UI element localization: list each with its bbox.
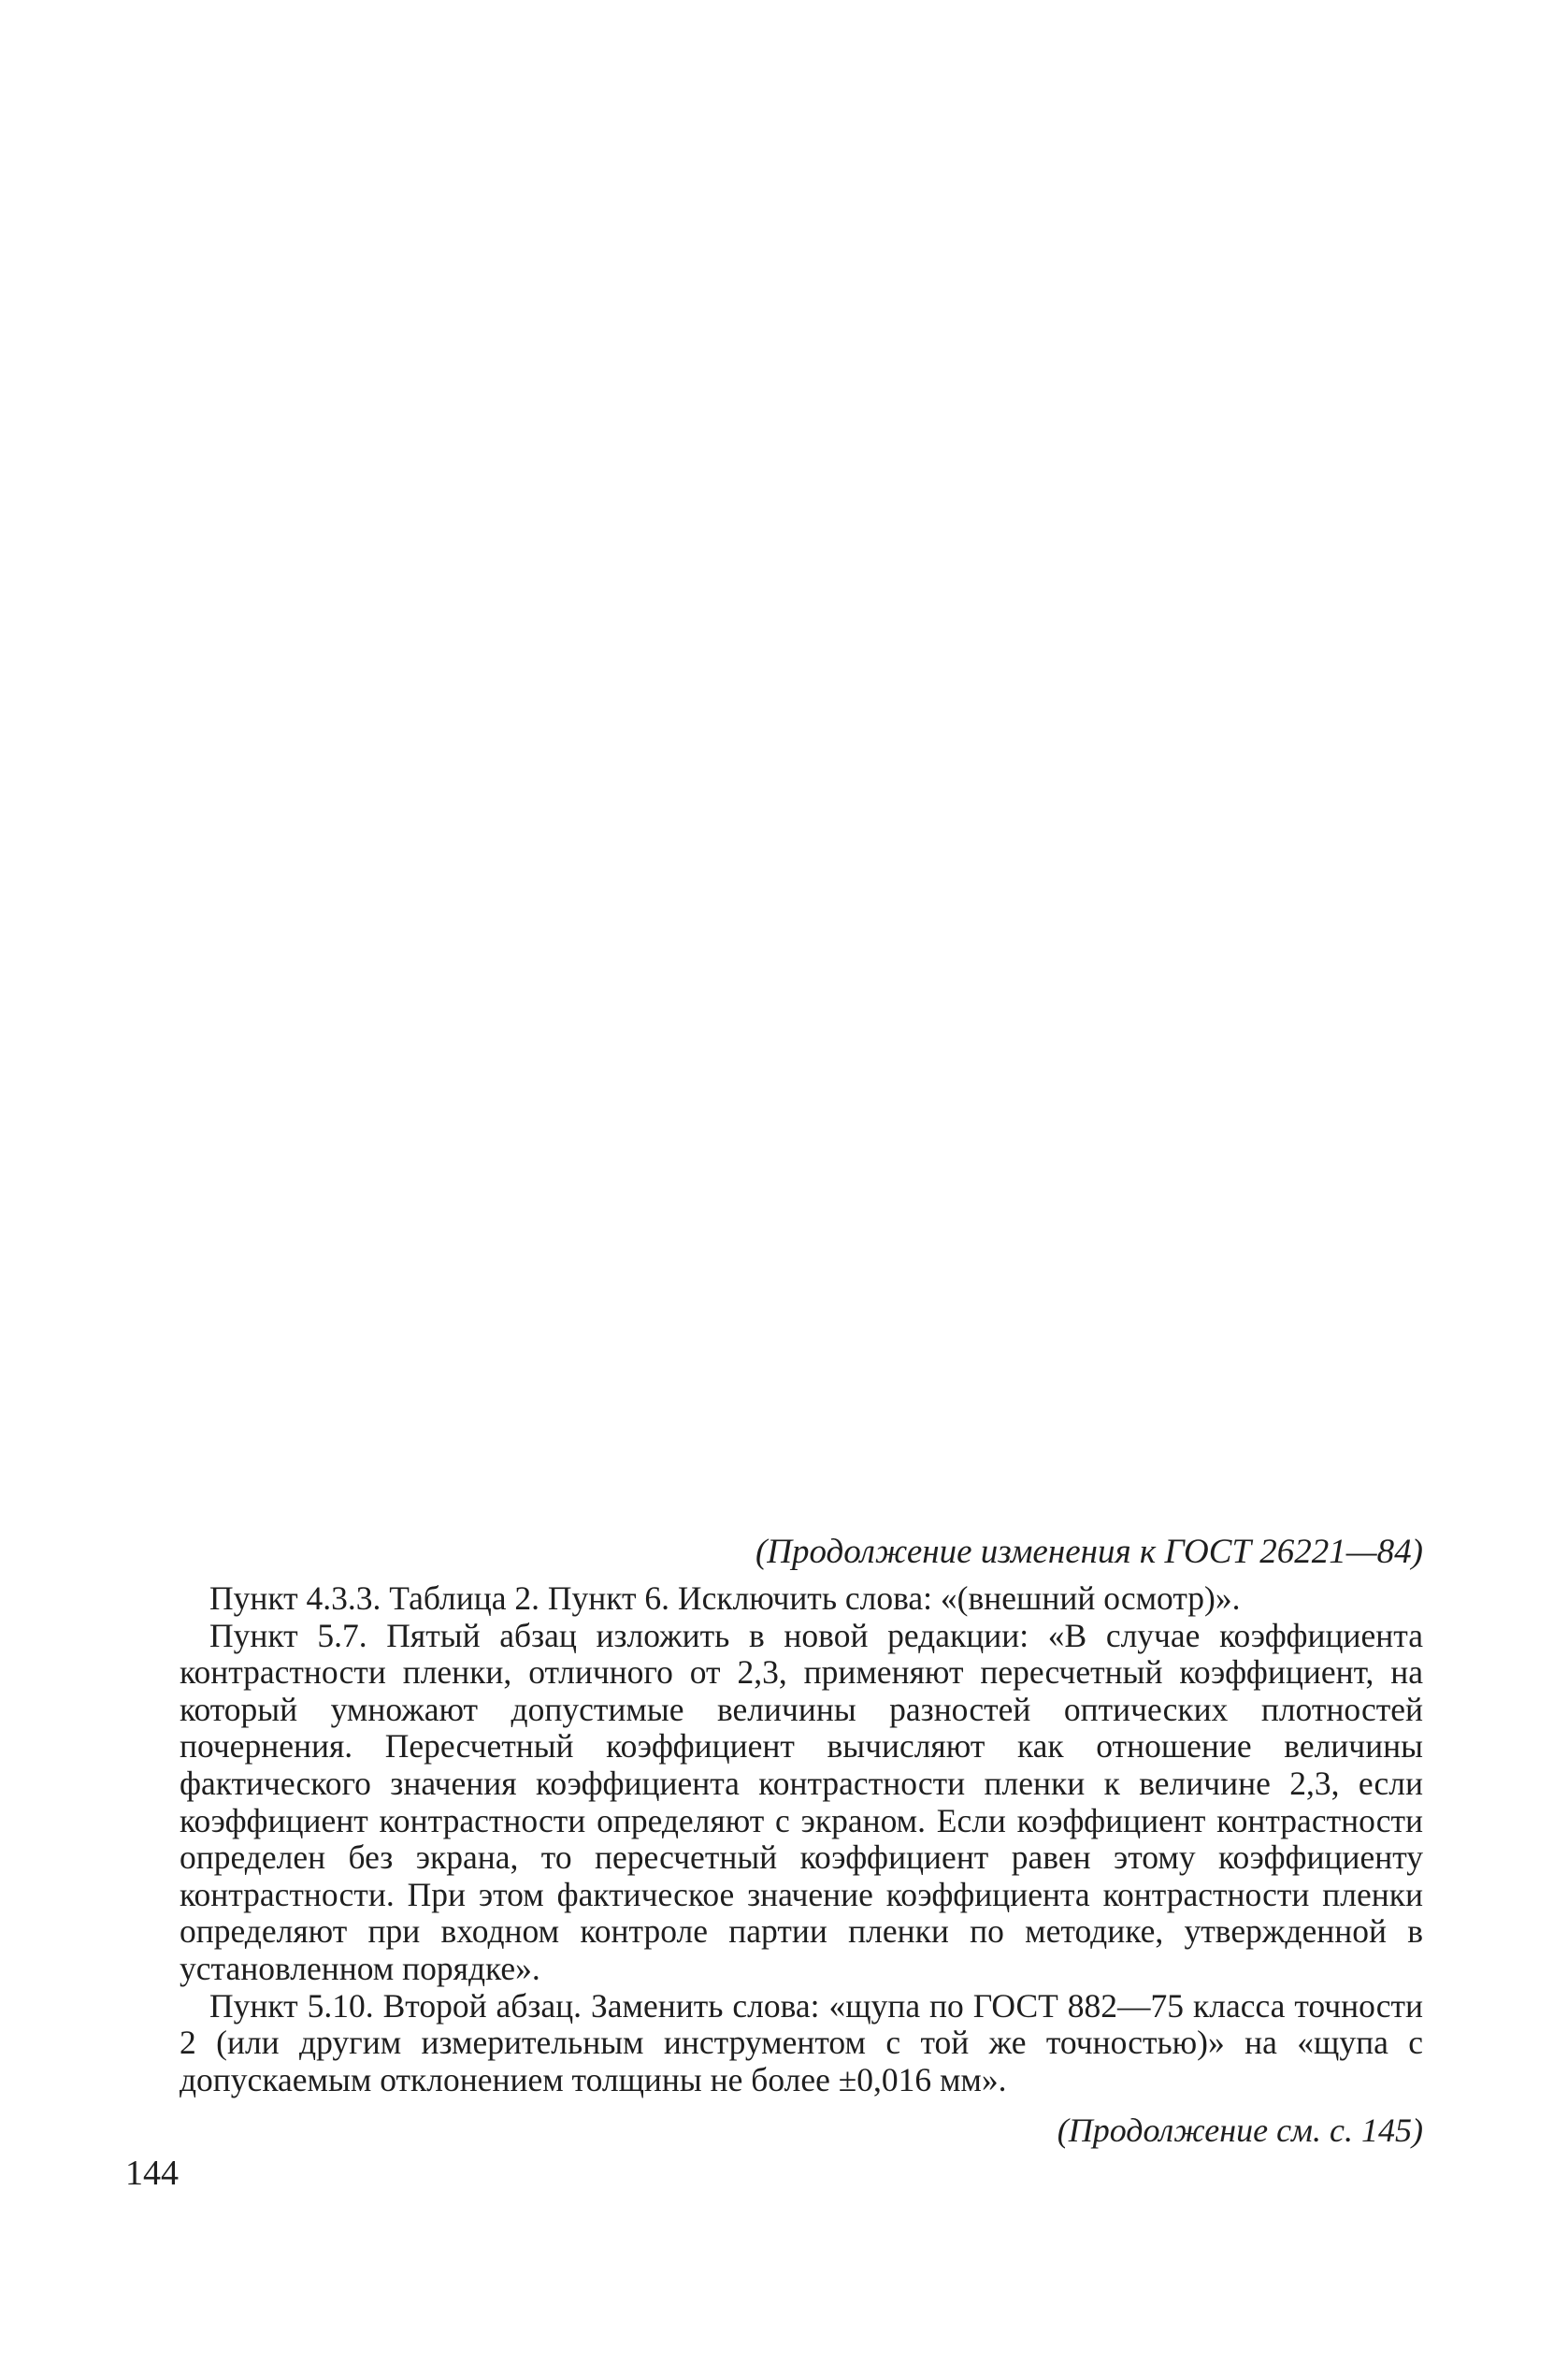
continuation-header-note: (Продолжение изменения к ГОСТ 26221—84): [755, 1533, 1423, 1571]
paragraph-item-5-10: Пункт 5.10. Второй абзац. Заменить слова: «щупа по ГОСТ 882—75 класса точности 2 (или другим измерительным инструментом с той же точностью)» на «щупа с допускаемым отклонением толщины не более ±0,016 мм».: [180, 1986, 1423, 2098]
amendment-text-block: [180, 1532, 1423, 2151]
page-number: 144: [125, 2154, 179, 2193]
continuation-footer-note: (Продолжение см. с. 145): [1057, 2112, 1423, 2150]
paragraph-item-5-7: Пункт 5.7. Пятый абзац изложить в новой редакции: «В случае коэффициента контрастности пленки, отличного от 2,3, применяют пересчетный коэффициент, на который умножают допустимые величины разностей оптических плотностей почернения. Пересчетный коэффициент вычисляют как отношение величины фактического значения коэффициента контрастности пленки к величине 2,3, если коэффициент контрастности определяют с экраном. Если коэффициент контрастности определен без экрана, то пересчетный коэффициент равен этому коэффициенту контрастности. При этом фактическое значение коэффициента контрастности пленки определяют при входном контроле партии пленки по методике, утвержденной в установленном порядке».: [180, 1616, 1423, 1987]
paragraph-item-4-3-3: Пункт 4.3.3. Таблица 2. Пункт 6. Исключить слова: «(внешний осмотр)».: [209, 1579, 1241, 1617]
